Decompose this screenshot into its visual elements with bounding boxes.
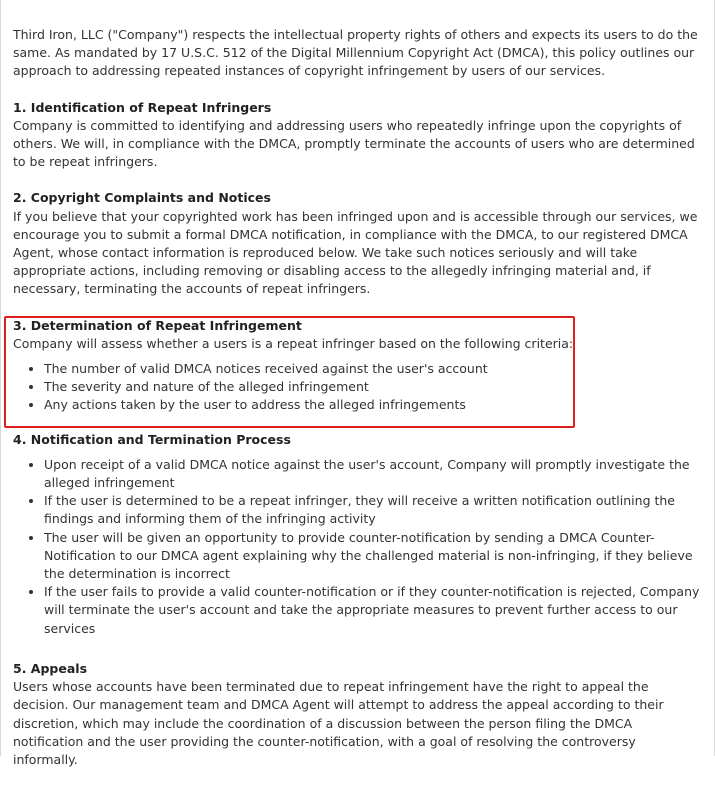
section-heading: 1. Identification of Repeat Infringers (13, 99, 272, 115)
list-item: • Upon receipt of a valid DMCA notice against the user's account, Company will promptly investigate the alleged infringement (44, 456, 703, 492)
list-item: • If the user is determined to be a repeat infringer, they will receive a written notification outlining the findings and informing them of the infringing activity (44, 492, 703, 528)
intro-paragraph: Third Iron, LLC ("Company") respects the intellectual property rights of others and expects its users to do the same. As mandated by 17 U.S.C. 512 of the Digital Millennium Copyright Act (DMCA), this policy outlines our approach to addressing repeated instances of copyright infringement by users of our services. (13, 27, 698, 79)
section-heading: 3. Determination of Repeat Infringement (13, 317, 302, 333)
section-heading: 5. Appeals (13, 660, 88, 676)
section-body: Company will assess whether a users is a repeat infringer based on the following criteria: (13, 335, 574, 351)
page-border-left (0, 0, 1, 756)
list-item: • Any actions taken by the user to address the alleged infringements (44, 396, 703, 414)
section-complaints (13, 189, 703, 298)
section-heading: 2. Copyright Complaints and Notices (13, 190, 271, 206)
section-notification (13, 431, 703, 638)
list-item: • The user will be given an opportunity to provide counter-notification by sending a DMCA Counter-Notification to our DMCA agent explaining why the challenged material is non-infringing, if they believe the determination is incorrect (44, 529, 703, 584)
process-list (13, 456, 703, 638)
section-body: Company is committed to identifying and addressing users who repeatedly infringe upon the copyrights of others. We will, in compliance with the DMCA, promptly terminate the accounts of users who are determined to be repeat infringers. (13, 117, 695, 170)
list-item: • The severity and nature of the alleged infringement (44, 378, 703, 396)
section-heading: 4. Notification and Termination Process (13, 431, 291, 447)
list-item: • If the user fails to provide a valid counter-notification or if they counter-notification is rejected, Company will terminate the user's account and take the appropriate measures to prevent further access to our services (44, 583, 703, 638)
highlight-box (4, 316, 575, 428)
list-item: • The number of valid DMCA notices received against the user's account (44, 360, 703, 378)
section-appeals (13, 660, 703, 769)
section-identification (13, 99, 703, 172)
section-body: If you believe that your copyrighted work has been infringed upon and is accessible through our services, we encourage you to submit a formal DMCA notification, in compliance with the DMCA, to our registered DMCA Agent, whose contact information is reproduced below. We take such notices seriously and will take appropriate actions, including removing or disabling access to the allegedly infringing material and, if necessary, terminating the accounts of repeat infringers. (13, 208, 698, 297)
section-body: Users whose accounts have been terminated due to repeat infringement have the right to appeal the decision. Our management team and DMCA Agent will attempt to address the appeal according to their discretion, which may include the coordination of a discussion between the person filing the DMCA notification and the user providing the counter-notification, with a goal of resolving the controversy informally. (13, 679, 664, 767)
